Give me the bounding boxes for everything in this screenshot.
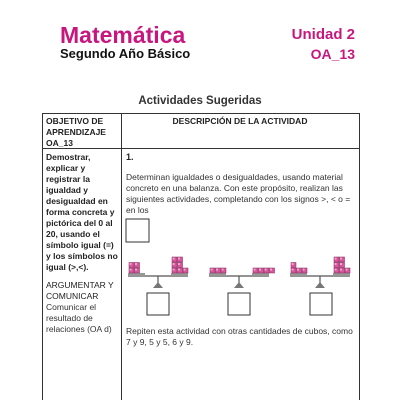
cube-1-right-0-0-highlight [173,269,175,271]
cube-3-left-0-1-highlight [292,263,294,265]
cube-2-right-0-0-highlight [254,269,256,271]
repeat-text: Repiten esta actividad con otras cantidades de cubos, como 7 y 9, 5 y 5, 6 y 9. [126,326,353,347]
cube-3-right-0-1-highlight [335,263,337,265]
cube-3-right-1-1-highlight [340,263,342,265]
cube-1-right-2-0-highlight [184,269,186,271]
objective-header: OBJETIVO DE APRENDIZAJE OA_13 [46,116,106,148]
activity-text: Determinan igualdades o desigualdades, usando material concreto en una balanza. Con este propósito, realizan las siguientes actividades, completando con los signos >, < o = en los [126,172,351,215]
scale-right-tray-2 [252,273,269,275]
section-title: Actividades Sugeridas [138,95,262,107]
cube-1-right-1-2-highlight [178,258,180,260]
cube-1-left-1-1-highlight [135,263,137,265]
scale-base-1 [153,282,163,288]
cube-1-right-1-1-highlight [178,263,180,265]
skill-description: Comunicar el resultado de relaciones (OA d) [46,302,112,334]
scale-base-3 [315,282,325,288]
cube-3-left-2-0-highlight [303,269,305,271]
cube-3-right-1-2-highlight [340,258,342,260]
answer-box-example [126,219,149,242]
oa-label: OA_13 [310,46,355,62]
cube-2-left-1-0-highlight [216,269,218,271]
cube-2-left-2-0-highlight [222,269,224,271]
cube-3-right-2-0-highlight [346,269,348,271]
cube-3-right-1-0-highlight [340,269,342,271]
document-title: Matemática [60,22,186,48]
answer-box-1 [147,293,169,315]
activity-number: 1. [126,152,134,162]
cube-3-right-0-0-highlight [335,269,337,271]
cube-3-left-0-0-highlight [292,269,294,271]
cube-2-right-1-0-highlight [259,269,261,271]
scale-right-tray-3 [333,273,350,275]
skill-title: ARGUMENTAR Y COMUNICAR [46,280,114,301]
scale-left-tray-3 [290,273,307,275]
scale-right-tray-1 [171,273,188,275]
cube-3-right-0-2-highlight [335,258,337,260]
cube-1-right-1-0-highlight [178,269,180,271]
cube-1-right-0-2-highlight [173,258,175,260]
cube-2-left-0-0-highlight [211,269,213,271]
document-subtitle: Segundo Año Básico [60,46,191,61]
cube-1-left-0-1-highlight [130,263,132,265]
answer-box-2 [228,293,250,315]
scale-base-2 [234,282,244,288]
objective-text: Demostrar, explicar y registrar la igualdad y desigualdad en forma concreta y pictórica del 0 al 20, usando el símbolo igual (=) y los símbolos no igual (>,<). [46,152,118,272]
cube-2-right-3-0-highlight [270,269,272,271]
scale-left-tray-2 [209,273,226,275]
cube-3-left-1-0-highlight [297,269,299,271]
cube-2-right-2-0-highlight [265,269,267,271]
cube-1-left-1-0-highlight [135,269,137,271]
unit-label: Unidad 2 [291,26,355,43]
scale-left-tray-1 [128,273,145,275]
cube-1-left-0-0-highlight [130,269,132,271]
balance-scales-group [128,257,350,288]
description-header: DESCRIPCIÓN DE LA ACTIVIDAD [172,116,308,126]
cube-1-right-0-1-highlight [173,263,175,265]
answer-box-3 [310,293,332,315]
